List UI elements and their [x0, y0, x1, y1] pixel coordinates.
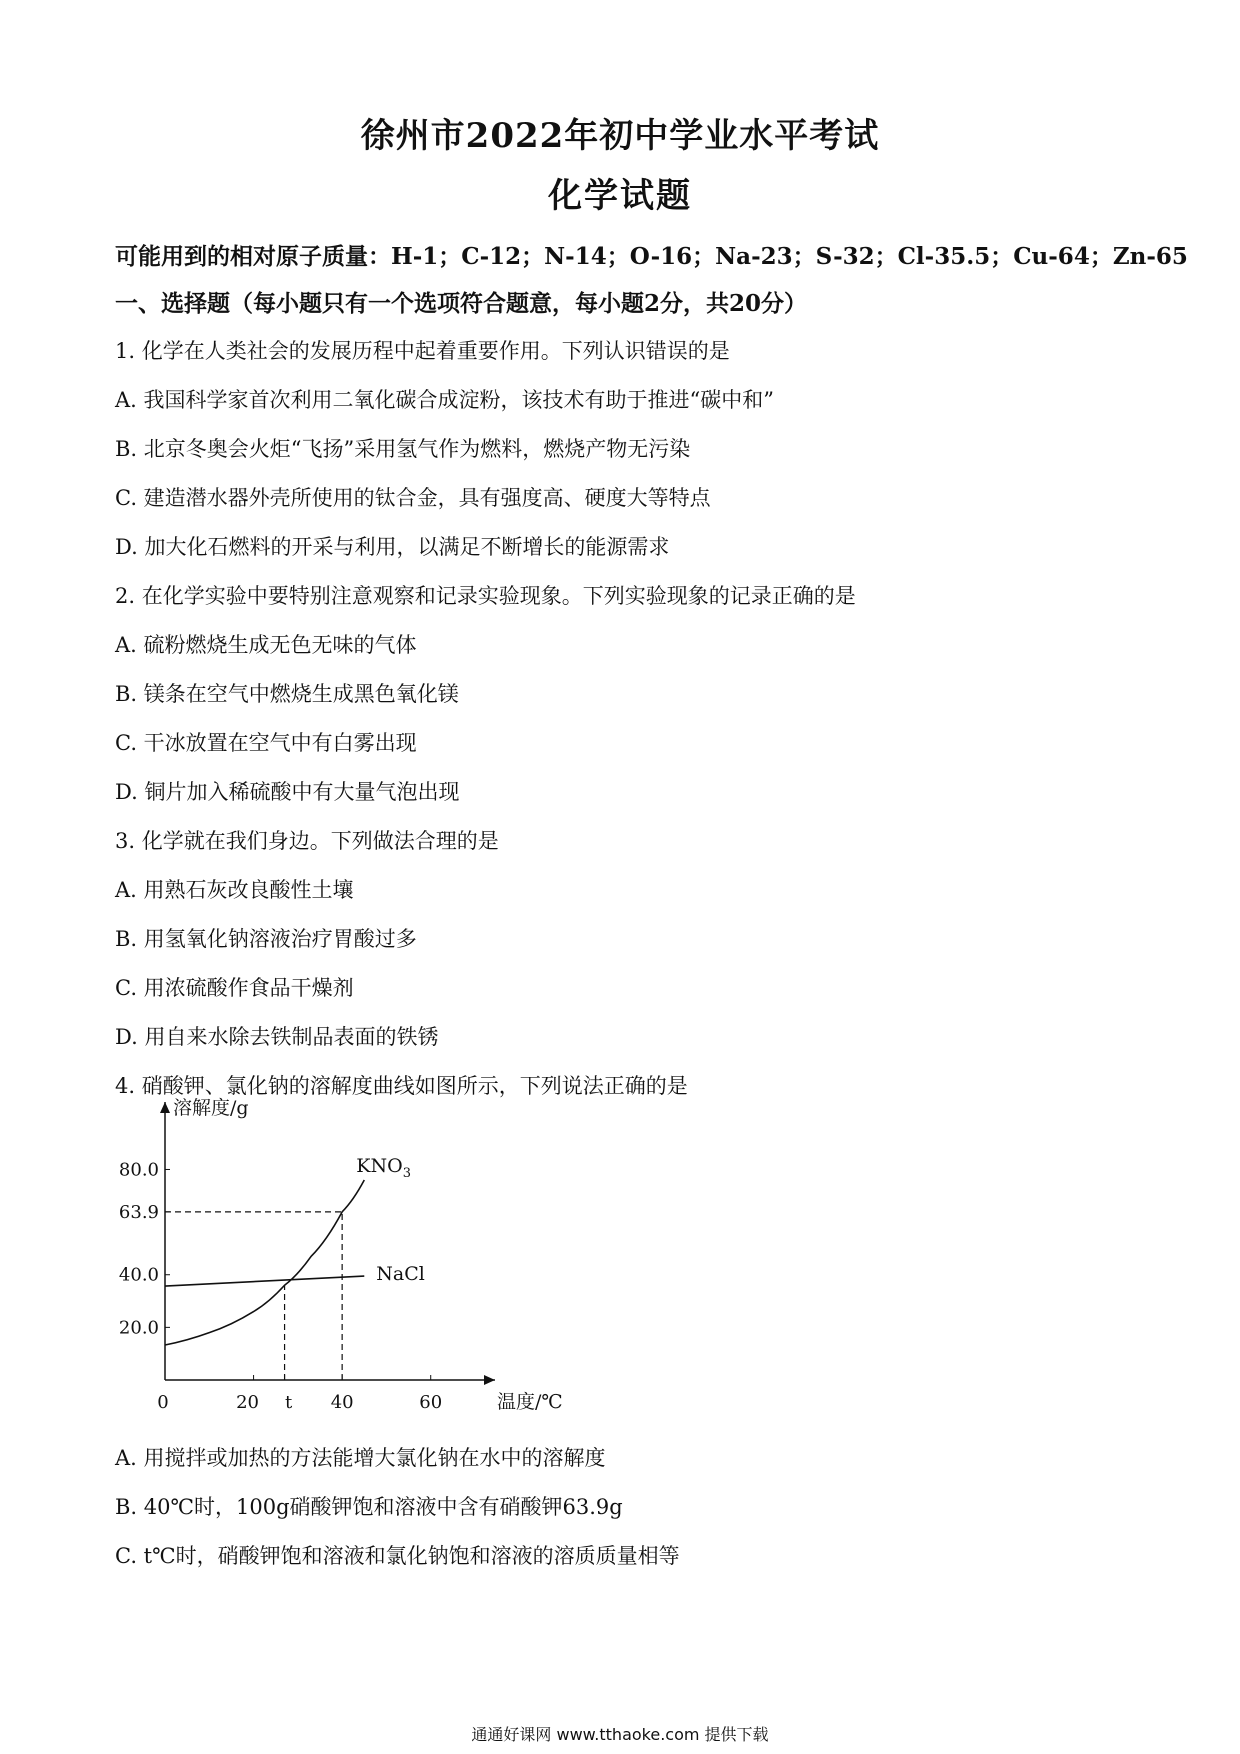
q2-option-c: C. 干冰放置在空气中有白雾出现: [115, 731, 417, 755]
page-footer: 通通好课网 www.tthaoke.com 提供下载: [471, 1725, 769, 1744]
x-tick-label: t: [284, 1392, 293, 1413]
question-3-stem: 3. 化学就在我们身边。下列做法合理的是: [115, 829, 499, 853]
x-tick-label: 0: [157, 1392, 169, 1413]
question-4-stem: 4. 硝酸钾、氯化钠的溶解度曲线如图所示，下列说法正确的是: [115, 1074, 688, 1098]
x-tick-label: 20: [236, 1392, 260, 1413]
q4-option-b: B. 40℃时，100g硝酸钾饱和溶液中含有硝酸钾63.9g: [115, 1495, 623, 1519]
q3-option-c: C. 用浓硫酸作食品干燥剂: [115, 976, 354, 1000]
question-1-stem: 1. 化学在人类社会的发展历程中起着重要作用。下列认识错误的是: [115, 339, 730, 363]
x-tick-label: 60: [419, 1392, 443, 1413]
series-label-nacl: NaCl: [376, 1263, 425, 1286]
question-2-stem: 2. 在化学实验中要特别注意观察和记录实验现象。下列实验现象的记录正确的是: [115, 584, 856, 608]
series-label-kno3: $KNO_3$: [356, 1155, 411, 1181]
q2-option-d: D. 铜片加入稀硫酸中有大量气泡出现: [115, 780, 460, 804]
q3-option-d: D. 用自来水除去铁制品表面的铁锈: [115, 1025, 439, 1049]
q4-option-a: A. 用搅拌或加热的方法能增大氯化钠在水中的溶解度: [115, 1446, 606, 1470]
q1-option-a: A. 我国科学家首次利用二氧化碳合成淀粉，该技术有助于推进“碳中和”: [115, 388, 774, 412]
solubility-chart: [110, 1097, 563, 1428]
q4-option-c: C. t℃时，硝酸钾饱和溶液和氯化钠饱和溶液的溶质质量相等: [115, 1544, 680, 1568]
q2-option-a: A. 硫粉燃烧生成无色无味的气体: [115, 633, 417, 657]
y-tick-label: 20.0: [118, 1317, 159, 1339]
series-label-subscript: 3: [402, 1166, 411, 1181]
q3-option-b: B. 用氢氧化钠溶液治疗胃酸过多: [115, 927, 417, 951]
q1-option-d: D. 加大化石燃料的开采与利用，以满足不断增长的能源需求: [115, 535, 670, 559]
series-line-nacl: [165, 1276, 364, 1286]
y-tick-label: 63.9: [118, 1201, 159, 1223]
q1-option-b: B. 北京冬奥会火炬“飞扬”采用氢气作为燃料，燃烧产物无污染: [115, 437, 691, 461]
q1-option-c: C. 建造潜水器外壳所使用的钛合金，具有强度高、硬度大等特点: [115, 486, 711, 510]
series-line-kno3: [165, 1180, 364, 1345]
q3-option-a: A. 用熟石灰改良酸性土壤: [115, 878, 354, 902]
x-tick-label: 40: [330, 1392, 354, 1413]
q2-option-b: B. 镁条在空气中燃烧生成黑色氧化镁: [115, 682, 459, 706]
y-tick-label: 40.0: [118, 1264, 159, 1286]
section-heading: 一、选择题（每小题只有一个选项符合题意，每小题2分，共20分）: [115, 290, 808, 317]
atomic-masses: 可能用到的相对原子质量：H-1；C-12；N-14；O-16；Na-23；S-32；Cl-35.5；Cu-64；Zn-65: [115, 243, 1188, 270]
y-tick-label: 80.0: [118, 1159, 159, 1181]
exam-title: 徐州市2022年初中学业水平考试: [360, 116, 880, 156]
y-axis-arrow: [160, 1102, 170, 1113]
x-axis-arrow: [484, 1375, 495, 1385]
x-axis-label: 温度/℃: [497, 1391, 563, 1413]
exam-subtitle: 化学试题: [548, 176, 692, 216]
y-axis-label: 溶解度/g: [173, 1097, 249, 1119]
